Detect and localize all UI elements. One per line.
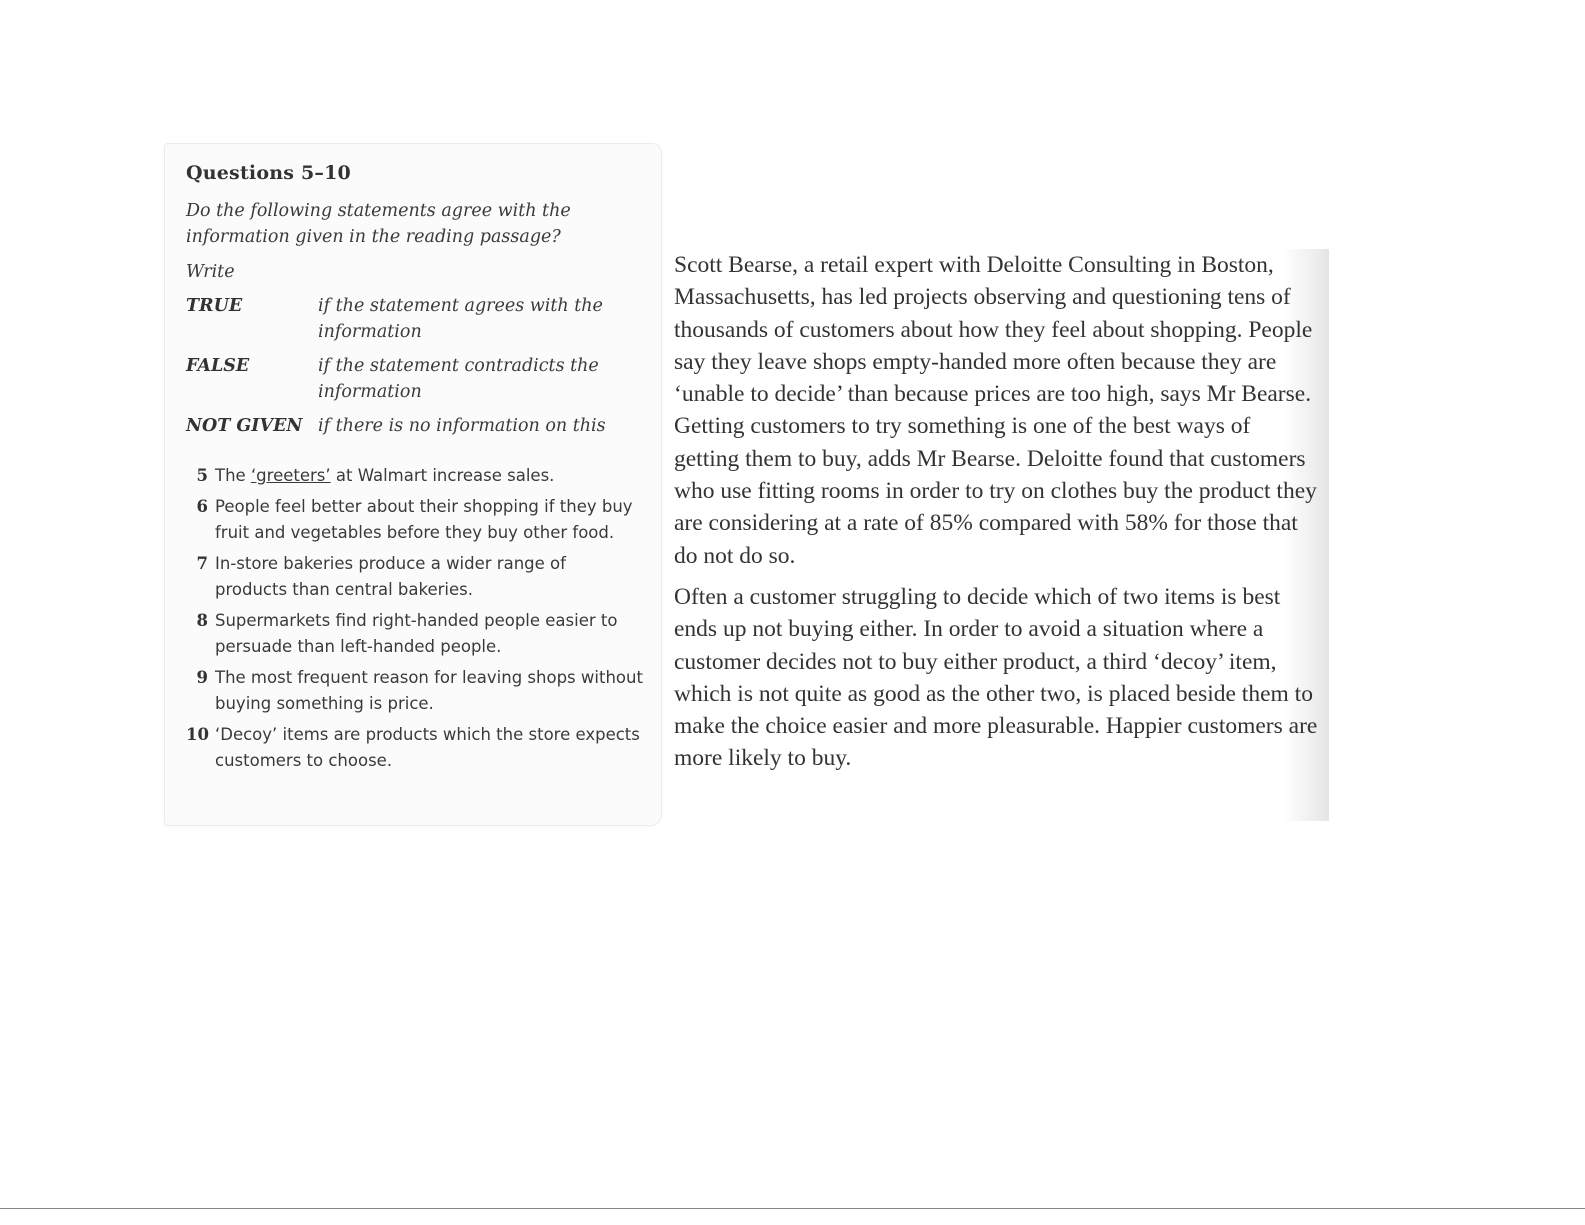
- statement-text: People feel better about their shopping if they buy fruit and vegetables before they buy other food.: [215, 497, 633, 542]
- statement-item: [186, 608, 643, 660]
- statement-item: [186, 551, 643, 603]
- statement-number: 6: [196, 497, 208, 516]
- statement-text: ‘Decoy’ items are products which the store expects customers to choose.: [215, 725, 640, 770]
- option-text: if the statement contradicts the information: [318, 356, 599, 402]
- option-key: NOT GIVEN: [186, 416, 303, 436]
- questions-panel: [164, 143, 662, 826]
- statement-number: 8: [196, 611, 208, 630]
- statement-item: [186, 665, 643, 717]
- option-text: if there is no information on this: [318, 416, 606, 436]
- reading-passage: [664, 249, 1329, 821]
- statement-list: [186, 463, 643, 774]
- answer-option-not-given: [186, 413, 643, 439]
- statement-item: [186, 722, 643, 774]
- statement-text: In-store bakeries produce a wider range of products than central bakeries.: [215, 554, 566, 599]
- option-key: FALSE: [186, 356, 250, 376]
- page-bottom-rule: [0, 1208, 1585, 1209]
- passage-paragraph: Scott Bearse, a retail expert with Deloitte Consulting in Boston, Massachusetts, has led projects observing and questioning tens of thousands of customers about how they feel about shopping. People say they leave shops empty-handed more often because they are ‘unable to decide’ than because prices are too high, says Mr Bearse. Getting customers to try something is one of the best ways of getting them to buy, adds Mr Bearse. Deloitte found that customers who use fitting rooms in order to try on clothes buy the product they are considering at a rate of 85% compared with 58% for those that do not do so.: [674, 252, 1317, 569]
- statement-text: The ‘greeters’ at Walmart increase sales.: [215, 466, 555, 485]
- statement-number: 10: [186, 725, 209, 744]
- answer-option-true: [186, 293, 643, 345]
- option-key: TRUE: [186, 296, 243, 316]
- statement-item: [186, 463, 643, 489]
- questions-instruction: Do the following statements agree with the information given in the reading passage?: [186, 201, 571, 247]
- questions-title: Questions 5–10: [186, 162, 351, 184]
- underlined-term: ‘greeters’: [250, 466, 331, 485]
- option-text: if the statement agrees with the information: [318, 296, 603, 342]
- statement-text: Supermarkets find right-handed people easier to persuade than left-handed people.: [215, 611, 618, 656]
- answer-option-false: [186, 353, 643, 405]
- statement-item: [186, 494, 643, 546]
- statement-number: 7: [196, 554, 208, 573]
- statement-number: 5: [196, 466, 208, 485]
- statement-text: The most frequent reason for leaving shops without buying something is price.: [215, 668, 643, 713]
- write-label: Write: [186, 262, 235, 282]
- statement-number: 9: [196, 668, 208, 687]
- passage-paragraph: Often a customer struggling to decide which of two items is best ends up not buying either. In order to avoid a situation where a customer decides not to buy either product, a third ‘decoy’ item, which is not quite as good as the other two, is placed beside them to make the choice easier and more pleasurable. Happier customers are more likely to buy.: [674, 583, 1318, 772]
